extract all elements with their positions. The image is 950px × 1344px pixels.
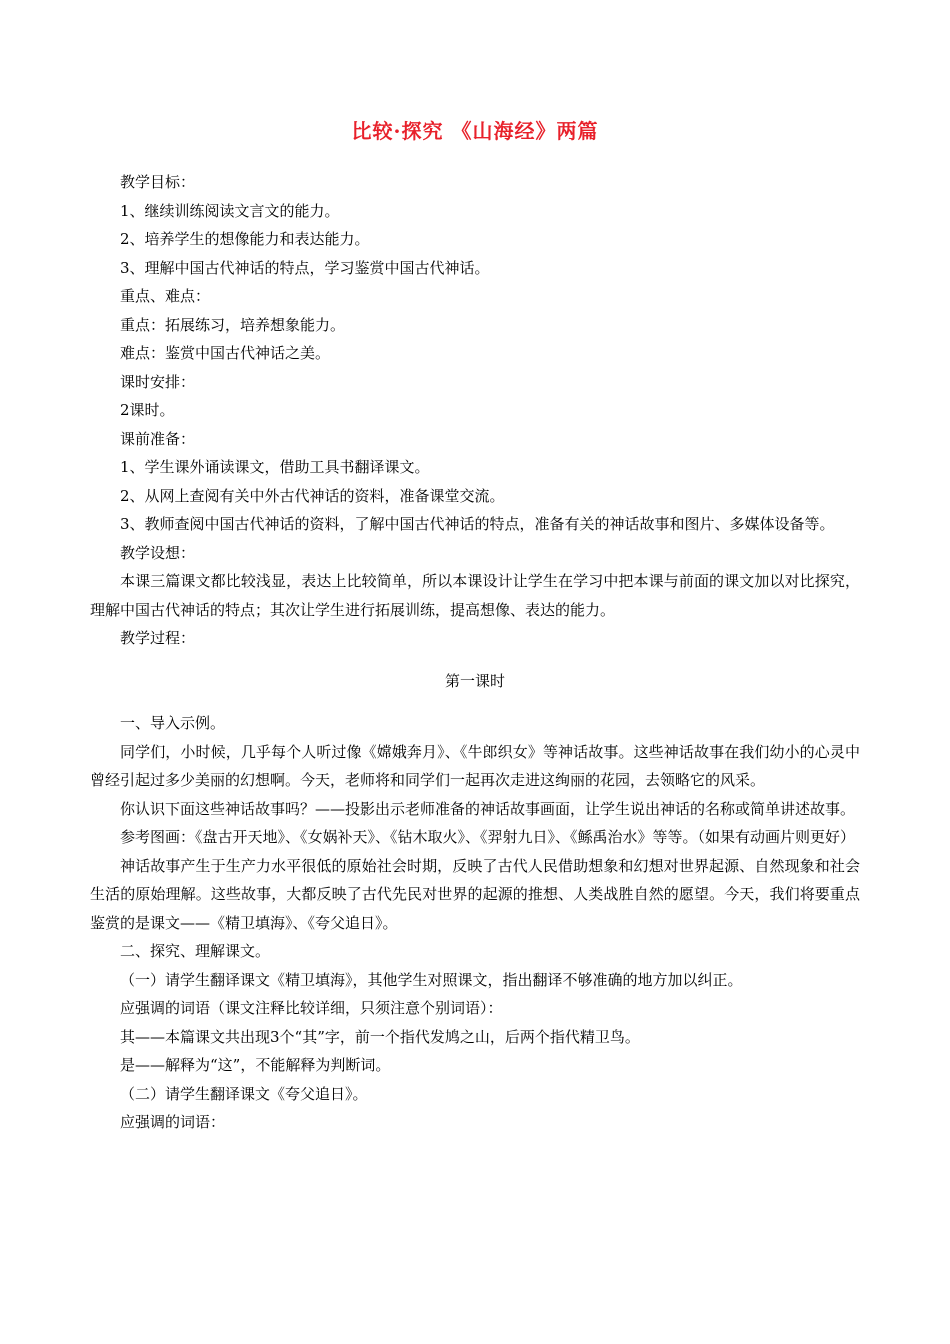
paragraph-word-shi: 是——解释为“这”，不能解释为判断词。 xyxy=(120,1056,391,1074)
paragraph-process-heading: 教学过程： xyxy=(120,629,196,647)
paragraph-difficult-point: 难点：鉴赏中国古代神话之美。 xyxy=(120,344,331,362)
paragraph-design-heading: 教学设想： xyxy=(120,543,196,562)
paragraph-goal-1: 1、继续训练阅读文言文的能力。 xyxy=(120,201,340,220)
paragraph-preparation-1: 1、学生课外诵读课文，借助工具书翻译课文。 xyxy=(120,458,430,476)
section-heading-first-lesson: 第一课时 xyxy=(444,671,505,690)
paragraph-reference-pictures: 参考图画：《盘古开天地》、《女娲补天》、《钻木取火》、《羿射九日》、《鲧禹治水》等等。（如果有动画片则更好） xyxy=(120,828,856,846)
paragraph-schedule: 2课时。 xyxy=(120,401,175,419)
paragraph-myth-origin: 神话故事产生于生产力水平很低的原始社会时期，反映了古代人民借助想象和幻想对世界起源、自然现象和社会生活的原始理解。这些故事，大都反映了古代先民对世界的起源的推想、人类战胜自然的愿望。今天，我们将要重点鉴赏的是课文——《精卫填海》、《夸父追日》。 xyxy=(90,856,860,932)
paragraph-translate-kuafu: （二）请学生翻译课文《夸父追日》。 xyxy=(120,1084,368,1103)
paragraph-preparation-3: 3、教师查阅中国古代神话的资料，了解中国古代神话的特点，准备有关的神话故事和图片、多媒体设备等。 xyxy=(120,515,835,533)
paragraph-goal-2: 2、培养学生的想像能力和表达能力。 xyxy=(120,230,370,248)
document-title: 比较·探究 《山海经》两篇 xyxy=(351,119,599,143)
paragraph-word-qi: 其——本篇课文共出现3个“其”字，前一个指代发鸠之山，后两个指代精卫鸟。 xyxy=(120,1027,640,1046)
paragraph-design: 本课三篇课文都比较浅显，表达上比较简单，所以本课设计让学生在学习中把本课与前面的课文加以对比探究，理解中国古代神话的特点；其次让学生进行拓展训练，提高想像、表达的能力。 xyxy=(90,572,860,619)
paragraph-goal-3: 3、理解中国古代神话的特点，学习鉴赏中国古代神话。 xyxy=(120,258,490,277)
paragraph-teaching-goals-heading: 教学目标： xyxy=(120,173,196,191)
paragraph-explore-heading: 二、探究、理解课文。 xyxy=(120,942,271,960)
paragraph-key-point: 重点：拓展练习，培养想象能力。 xyxy=(120,315,346,334)
paragraph-key-words-2: 应强调的词语： xyxy=(120,1113,226,1131)
paragraph-preparation-heading: 课前准备： xyxy=(120,429,196,448)
paragraph-preparation-2: 2、从网上查阅有关中外古代神话的资料，准备课堂交流。 xyxy=(120,486,505,505)
paragraph-translate-jingwei: （一）请学生翻译课文《精卫填海》，其他学生对照课文，指出翻译不够准确的地方加以纠正。 xyxy=(120,970,743,989)
paragraph-key-points-heading: 重点、难点： xyxy=(120,287,211,305)
paragraph-question: 你认识下面这些神话故事吗？——投影出示老师准备的神话故事画面，让学生说出神话的名称或简单讲述故事。 xyxy=(120,799,856,818)
paragraph-schedule-heading: 课时安排： xyxy=(120,372,196,391)
paragraph-intro: 同学们，小时候，几乎每个人听过像《嫦娥奔月》、《牛郎织女》等神话故事。这些神话故事在我们幼小的心灵中曾经引起过多少美丽的幻想啊。今天，老师将和同学们一起再次走进这绚丽的花园，去领略它的风采。 xyxy=(90,742,860,789)
document-body xyxy=(90,168,860,1137)
paragraph-intro-heading: 一、导入示例。 xyxy=(120,714,226,732)
paragraph-key-words-1: 应强调的词语（课文注释比较详细，只须注意个别词语）： xyxy=(120,999,503,1017)
